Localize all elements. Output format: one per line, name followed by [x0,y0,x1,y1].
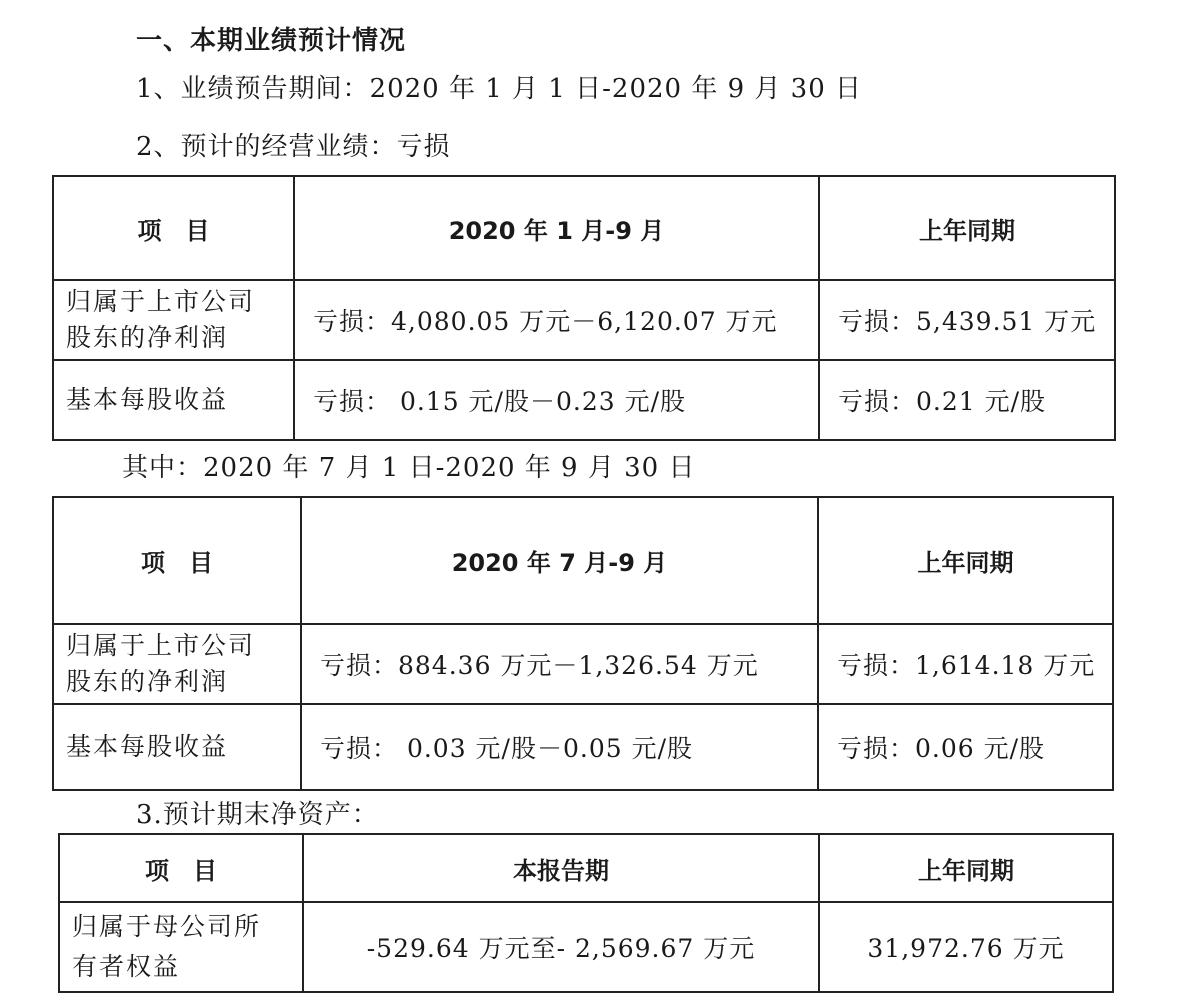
row-label: 归属于母公司所 有者权益 [59,902,303,992]
net-assets-table [58,833,1114,993]
table-row [59,902,1113,992]
col-header-item: 项 目 [59,834,303,902]
prior-value: 31,972.76 万元 [819,902,1113,992]
col-header-period: 2020 年 7 月-9 月 [301,497,818,624]
table-row [53,704,1113,790]
col-header-item: 项 目 [53,497,301,624]
table-header-row [53,176,1115,280]
table-row [53,624,1113,704]
forecast-result: 2、预计的经营业绩：亏损 [136,132,451,162]
row-label: 归属于上市公司 股东的净利润 [53,624,301,704]
row-label: 归属于上市公司 股东的净利润 [53,280,294,360]
table-row [53,280,1115,360]
table-header-row [59,834,1113,902]
net-assets-label: 3.预计期末净资产： [136,800,379,830]
ytd-results-table [52,175,1116,441]
col-header-period: 2020 年 1 月-9 月 [294,176,819,280]
current-value: 亏损： 0.03 元/股－0.05 元/股 [301,704,818,790]
col-header-item: 项 目 [53,176,294,280]
prior-value: 亏损：1,614.18 万元 [818,624,1113,704]
row-label: 基本每股收益 [53,360,294,440]
col-header-prior: 上年同期 [819,176,1115,280]
col-header-prior: 上年同期 [819,834,1113,902]
col-header-prior: 上年同期 [818,497,1113,624]
section-title: 一、本期业绩预计情况 [136,26,407,56]
table-row [53,360,1115,440]
current-value: 亏损：884.36 万元－1,326.54 万元 [301,624,818,704]
q3-results-table [52,496,1114,791]
prior-value: 亏损：5,439.51 万元 [819,280,1115,360]
prior-value: 亏损：0.21 元/股 [819,360,1115,440]
table-header-row [53,497,1113,624]
subperiod-label: 其中：2020 年 7 月 1 日-2020 年 9 月 30 日 [122,453,696,483]
current-value: -529.64 万元至- 2,569.67 万元 [303,902,819,992]
prior-value: 亏损：0.06 元/股 [818,704,1113,790]
row-label: 基本每股收益 [53,704,301,790]
forecast-period: 1、业绩预告期间：2020 年 1 月 1 日-2020 年 9 月 30 日 [136,74,863,104]
col-header-period: 本报告期 [303,834,819,902]
current-value: 亏损：4,080.05 万元－6,120.07 万元 [294,280,819,360]
current-value: 亏损： 0.15 元/股－0.23 元/股 [294,360,819,440]
